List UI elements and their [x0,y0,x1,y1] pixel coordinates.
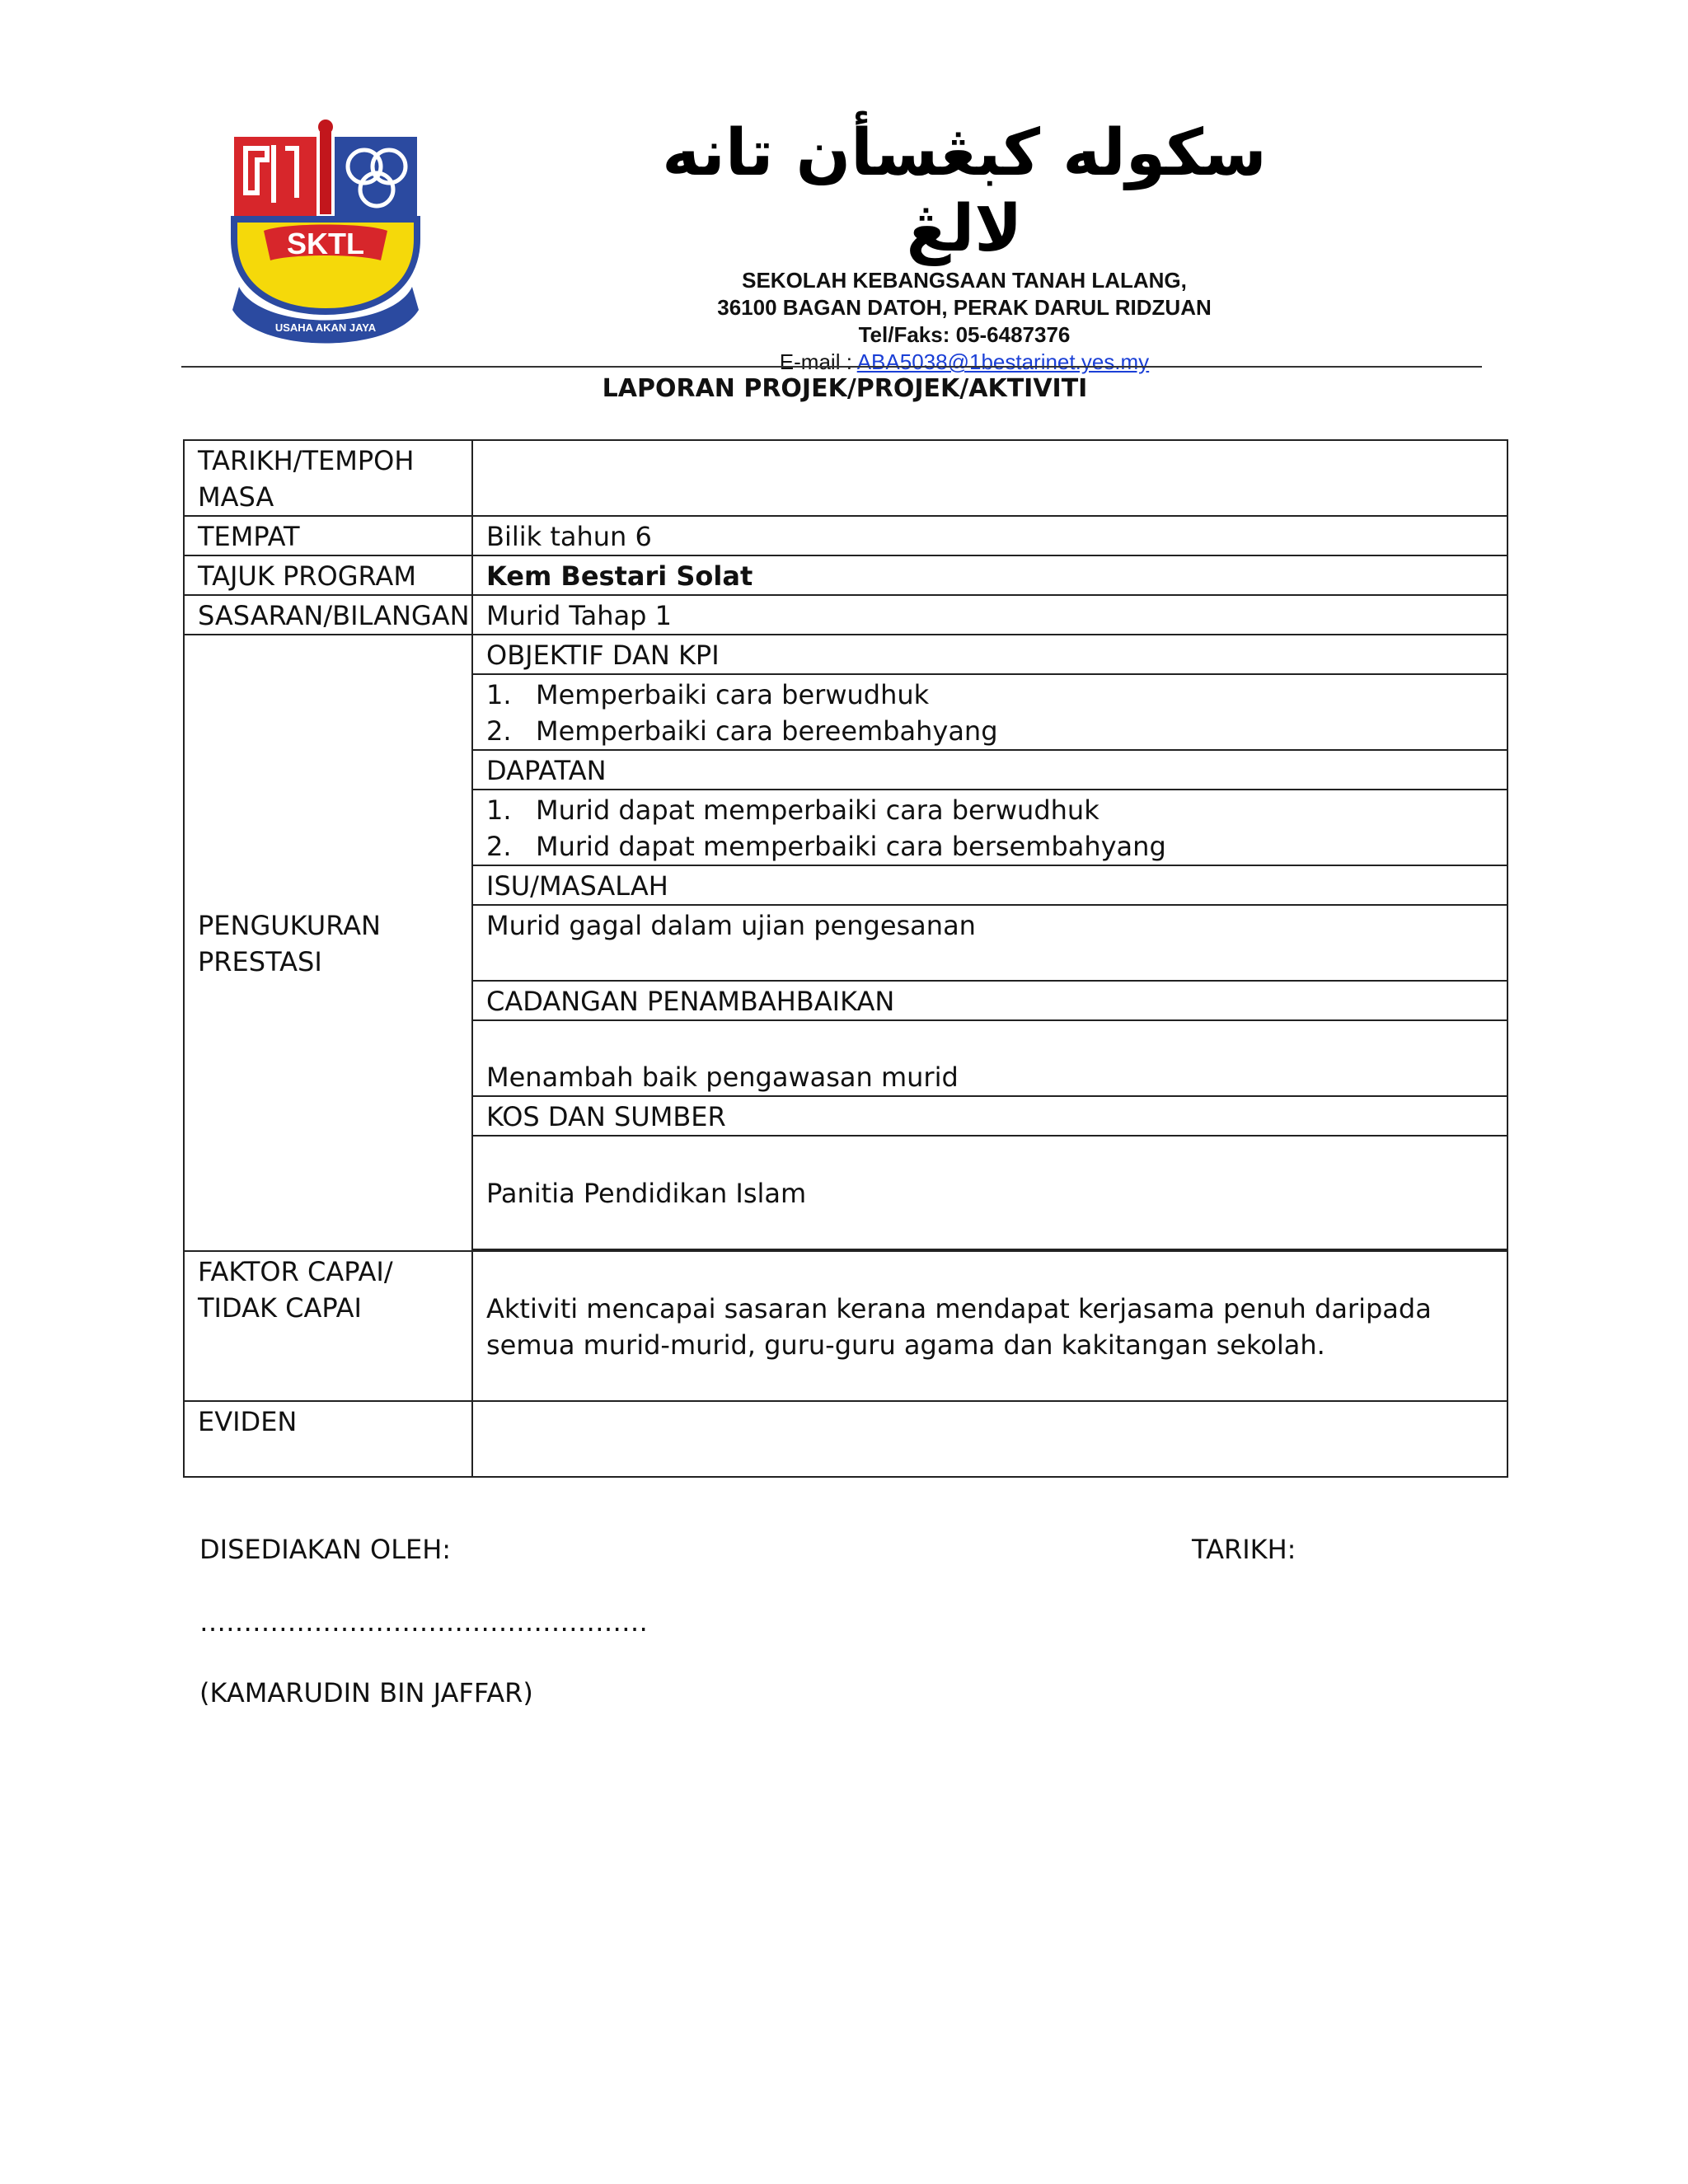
row-sasaran [184,595,1507,635]
tempat-value: Bilik tahun 6 [472,516,1507,555]
cadangan-value: Menambah baik pengawasan murid [472,1020,1507,1096]
tempat-label: TEMPAT [184,516,472,555]
cadangan-heading: CADANGAN PENAMBAHBAIKAN [472,981,1507,1020]
pengukuran-label-text: PENGUKURAN PRESTASI [198,910,381,977]
logo-motto: USAHA AKAN JAYA [274,321,377,334]
tajuk-label: TAJUK PROGRAM [184,555,472,595]
dapatan-heading: DAPATAN [472,750,1507,790]
eviden-value [472,1401,1507,1477]
signatory-name: (KAMARUDIN BIN JAFFAR) [199,1677,533,1708]
signature-line: …………………………………………… [199,1606,648,1638]
school-header [643,115,1286,376]
sasaran-value: Murid Tahap 1 [472,595,1507,635]
school-name-jawi: سكوله كبڠسأن تانه لالڠ [662,116,1267,266]
logo-text: SKTL [287,227,364,260]
school-phone: Tel/Faks: 05-6487376 [858,322,1071,347]
faktor-value: Aktiviti mencapai sasaran kerana mendapat kerjasama penuh daripada semua murid-murid, guru-guru agama dan kakitangan sekolah. [472,1251,1507,1401]
row-eviden [184,1401,1507,1477]
email-label: E-mail : [779,349,857,374]
row-faktor [184,1251,1507,1401]
tarikh-value [472,440,1507,516]
sasaran-label: SASARAN/BILANGAN [184,595,472,635]
date-label: TARIKH: [1192,1534,1296,1565]
isu-heading: ISU/MASALAH [472,865,1507,905]
dapatan-list [472,790,1507,865]
list-item: 2. Murid dapat memperbaiki cara bersembahyang [486,831,1166,862]
email-link[interactable]: ABA5038@1bestarinet.yes.my [856,349,1150,374]
tajuk-value: Kem Bestari Solat [472,555,1507,595]
document-title: LAPORAN PROJEK/PROJEK/AKTIVITI [602,374,1088,403]
faktor-label [184,1251,472,1401]
isu-value: Murid gagal dalam ujian pengesanan [472,905,1507,981]
pengukuran-label [184,635,472,1251]
objektif-list [472,674,1507,750]
row-objektif-heading [184,635,1507,674]
row-tempat [184,516,1507,555]
kos-value: Panitia Pendidikan Islam [472,1136,1507,1249]
header-divider [181,366,1482,368]
row-tajuk [184,555,1507,595]
list-item: 1. Murid dapat memperbaiki cara berwudhuk [486,794,1100,826]
faktor-label-line-1: FAKTOR CAPAI/ [198,1256,393,1287]
objektif-heading: OBJEKTIF DAN KPI [472,635,1507,674]
kos-heading: KOS DAN SUMBER [472,1096,1507,1136]
row-tarikh [184,440,1507,516]
eviden-label: EVIDEN [184,1401,472,1477]
faktor-label-line-2: TIDAK CAPAI [198,1292,362,1324]
school-name: SEKOLAH KEBANGSAAN TANAH LALANG, [742,268,1187,293]
report-table [183,439,1508,1478]
list-item: 1. Memperbaiki cara berwudhuk [486,679,930,710]
prepared-by-label: DISEDIAKAN OLEH: [199,1534,452,1565]
school-crest-logo [227,115,424,350]
school-crest-svg [227,115,424,350]
tarikh-label: TARIKH/TEMPOH MASA [184,440,472,516]
school-address: 36100 BAGAN DATOH, PERAK DARUL RIDZUAN [717,295,1212,320]
list-item: 2. Memperbaiki cara bereembahyang [486,715,998,747]
